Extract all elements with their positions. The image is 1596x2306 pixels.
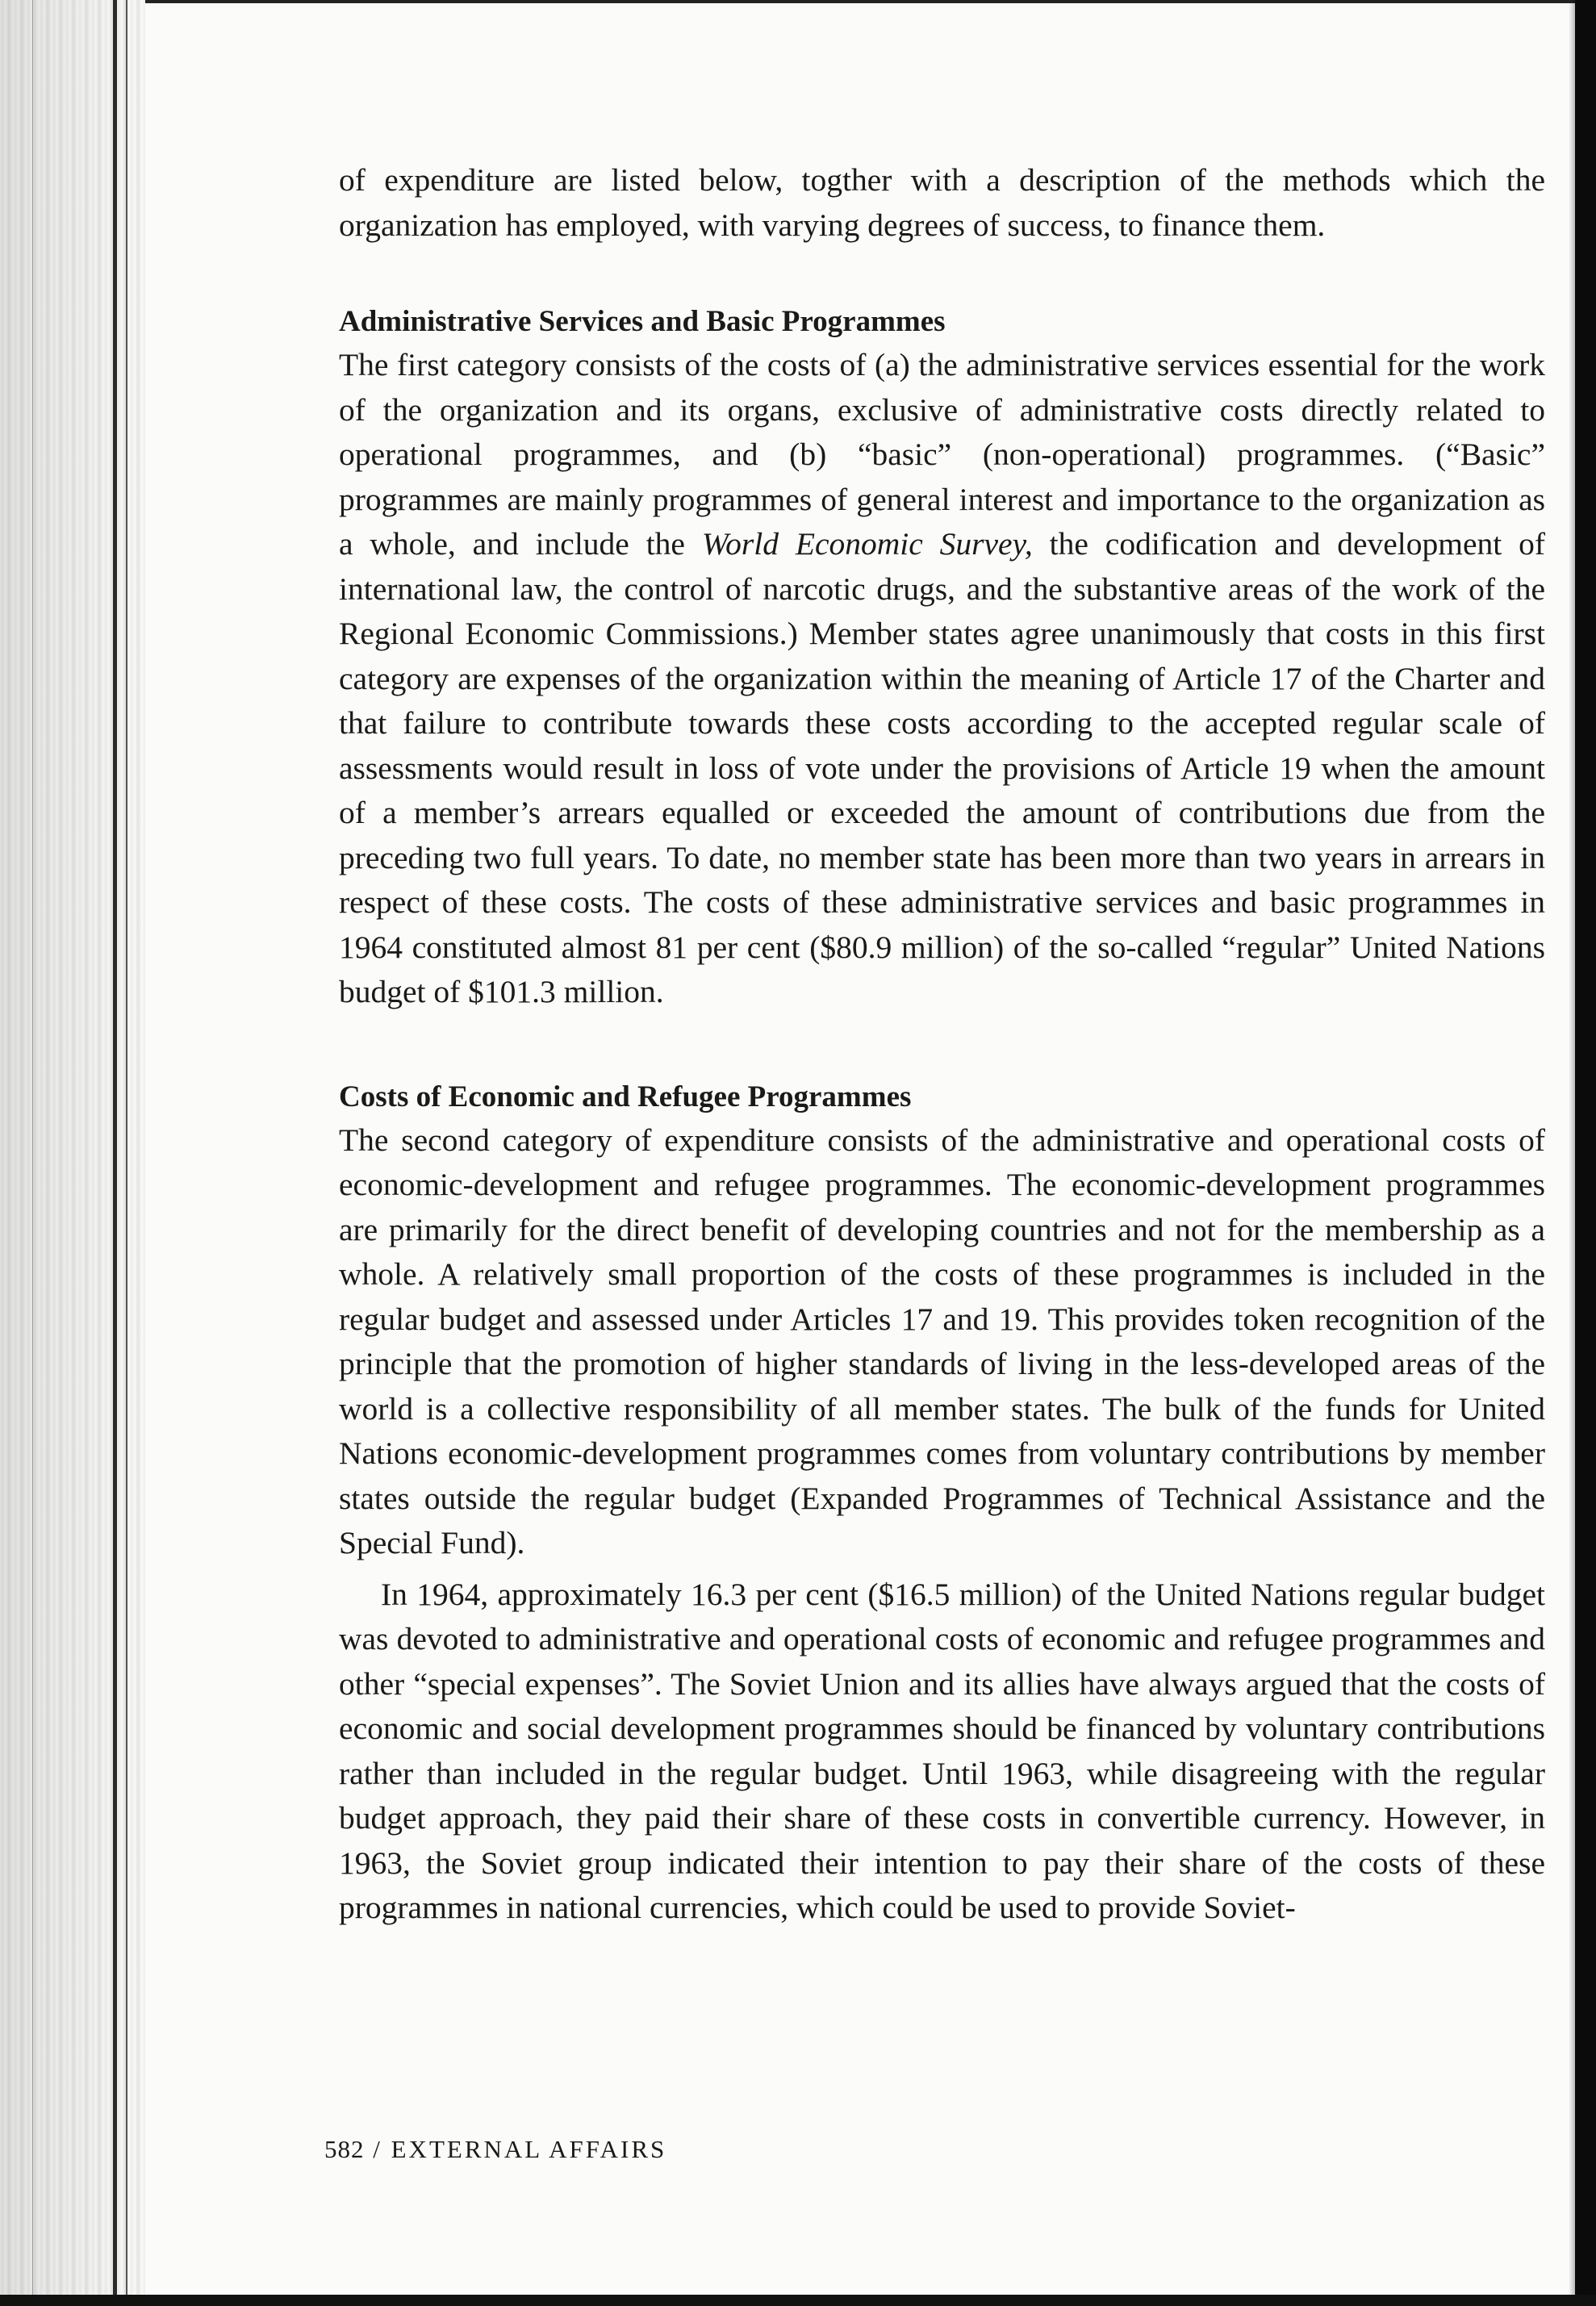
opening-paragraph: of expenditure are listed below, togther with a description of the methods which the organization has employed, with varying degrees of success, to finance them. (339, 162, 1545, 243)
italic-title-world-economic-survey: World Economic Survey, (701, 526, 1033, 562)
article-body (339, 158, 1545, 1931)
book-binding-gutter (0, 0, 145, 2306)
footer-separator: / (373, 2135, 382, 2163)
paragraph-text: the codification and development of international law, the control of narcotic drugs, and the substantive areas of the work of the Regional Economic Commissions.) Member states agree unanimously that costs in this first category are expenses of the organization within the meaning of Article 17 of the Charter and that failure to contribute towards these costs according to the accepted regular scale of assessments would result in loss of vote under the provisions of Article 19 when the amount of a member’s arrears equalled or exceeded the amount of contributions due from the preceding two full years. To date, no member state has been more than two years in arrears in respect of these costs. The costs of these administrative services and basic programmes in 1964 constituted almost 81 per cent ($80.9 million) of the so-called “regular” United Nations budget of $101.3 million. (339, 526, 1545, 1009)
section-heading-administrative-services: Administrative Services and Basic Programmes (339, 305, 946, 338)
section-paragraph: The second category of expenditure consists of the administrative and operational costs of economic-development and refugee programmes. The economic-development programmes are primarily for the direct benefit of developing countries and not for the membership as a whole. A relatively small proportion of the costs of these programmes is included in the regular budget and assessed under Articles 17 and 19. This provides token recognition of the principle that the promotion of higher standards of living in the less-developed areas of the world is a collective responsibility of all member states. The bulk of the funds for United Nations economic-development programmes comes from voluntary contributions by member states outside the regular budget (Expanded Programmes of Technical Assistance and the Special Fund). (339, 1122, 1545, 1560)
section-paragraph: In 1964, approximately 16.3 per cent ($16.5 million) of the United Nations regular budget was devoted to administrative and operational costs of economic and refugee programmes and other “special expenses”. The Soviet Union and its allies have always argued that the costs of economic and social development programmes should be financed by voluntary contributions rather than included in the regular budget. Until 1963, while disagreeing with the regular budget approach, they paid their share of these costs in convertible currency. However, in 1963, the Soviet group indicated their intention to pay their share of the costs of these programmes in national currencies, which could be used to provide Soviet- (339, 1576, 1545, 1925)
binding-crease-line (32, 0, 33, 2306)
page-number: 582 (324, 2135, 365, 2163)
page-footer (324, 2133, 666, 2166)
page-right-edge (1575, 0, 1596, 2306)
page-right-shadow (1569, 0, 1575, 2306)
binding-crease-line (126, 0, 127, 2306)
paragraph-text: The first category consists of the costs of (a) the administrative services essential for the work of the organization and its organs, exclusive of administrative costs directly related to operational programmes, and (b) “basic” (non-operational) programmes. (“Basic” programmes are mainly programmes of general interest and importance to the organization as a whole, and include the (339, 347, 1545, 562)
publication-name: EXTERNAL AFFAIRS (391, 2135, 667, 2163)
page-top-edge (0, 0, 1596, 3)
binding-crease-line (113, 0, 117, 2306)
section-paragraph (339, 343, 1545, 1015)
section-heading-economic-refugee-costs: Costs of Economic and Refugee Programmes (339, 1080, 912, 1113)
page-bottom-edge (0, 2295, 1596, 2306)
